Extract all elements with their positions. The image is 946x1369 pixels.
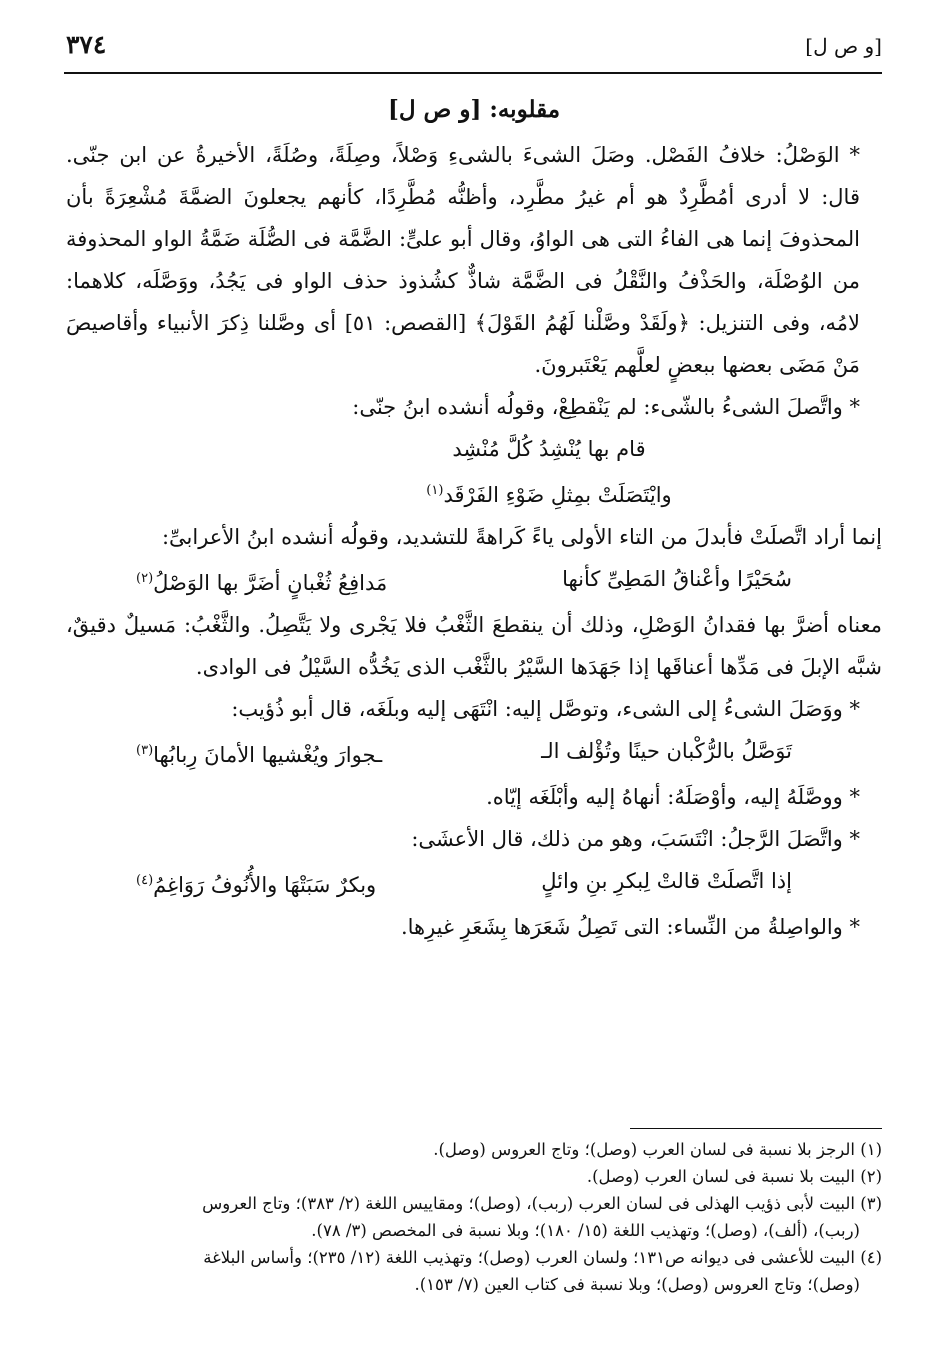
paragraph-wassalahu: * ووصَّلَهُ إليه، وأوْصَلَهُ: أنهاهُ إليه وأبْلَغَه إيّاه. <box>486 785 860 809</box>
hemistich-second <box>136 860 376 906</box>
footnote-marker-4: (٤) <box>136 873 154 888</box>
paragraph-wasl: * الوَصْلُ: خلافُ الفَصْل. وصَلَ الشىءَ بالشىءِ وَصْلاً، وصِلَةً، وصُلَةً، الأخيرةُ عن ابن جنّى. قال: لا أدرى أمُطَّرِدٌ هو أم غيرُ مطَّرِد، وأظنُّه مُطَّرِدًا، كأنهم يجعلونَ الضمَّةَ مُشْعِرَةً بأن المحذوفَ إنما هى الفاءُ التى هى الواوُ، وقال أبو علىٍّ: الضَّمَّة فى الصُّلَة ضَمَّةُ الواو المحذوفة من الوُصْلَة، والحَذْفُ والنَّقْلُ فى الضَّمَّة شاذٌّ كشُذوذ حذف الواو فى يَجُدُ، ووَصَّلَه، كلاهما: لامُه، وفى التنزيل: ﴿ولَقَدْ وصَّلْنا لَهُمُ القَوْلَ﴾ [القصص: ٥١] أى وصَّلنا ذِكرَ الأنبياء وأقاصيصَ مَنْ مَضَى بعضها ببعضٍ لعلَّهم يَعْتَبرونَ. <box>66 143 860 377</box>
paragraph-wasala-ila: * ووَصَلَ الشىءُ إلى الشىء، وتوصَّل إليه: انْتَهَى إليه وبلَغَه، قال أبو ذُؤيب: <box>231 697 860 721</box>
footnote-marker-2: (٢) <box>136 571 154 586</box>
running-header-root: [و ص ل] <box>805 34 882 58</box>
hemistich-first: سُحَيْرًا وأعْناقُ المَطِىِّ كأنها <box>562 567 792 591</box>
hemistich-second-text: ـجوارَ ويُغْشيها الأمانَ رِبابُها <box>153 743 383 767</box>
rajaz-line-1: قام بها يُنْشِدُ كُلَّ مُنْشِد <box>452 437 646 461</box>
footnote-4: (٤) البيت للأعشى فى ديوانه ص١٣١؛ ولسان العرب (وصل)؛ وتهذيب اللغة (١٢/ ٢٣٥)؛ وأساس البلاغة <box>203 1248 882 1267</box>
main-text <box>66 86 882 948</box>
rajaz-line-2-text: وايْتَصَلَتْ بمِثلِ ضَوْءِ الفَرْقَد <box>443 483 672 507</box>
rajaz-line-2 <box>66 470 882 516</box>
paragraph-explanation-1: إنما أراد اتَّصلَتْ فأبدلَ من التاء الأولى ياءً كَراهةً للتشديد، وقولُه أنشده ابنُ الأعرابىِّ: <box>161 525 882 549</box>
footnote-4-continued: (وصل)؛ وتاج العروس (وصل)؛ وبلا نسبة فى كتاب العين (٧/ ١٥٣). <box>414 1275 860 1294</box>
footnote-marker-1: (١) <box>426 483 444 498</box>
hemistich-second <box>136 558 387 604</box>
verse-ibn-arabi <box>136 558 792 604</box>
hemistich-first: تَوَصَّلُ بالرُّكْبان حينًا وتُؤْلف الـ <box>541 739 792 763</box>
verse-aasha <box>136 860 792 906</box>
paragraph-thaghb: معناه أضرَّ بها فقدانُ الوَصْلِ، وذلك أن ينقطعَ الثَّغْبُ فلا يَجْرى ولا يَتَّصِلُ. والثَّغْبُ: مَسيلٌ دقيقٌ، شبَّه الإبلَ فى مَدِّها أعناقَها إذا جَهَدَها السَّيْرُ بالثَّغْب الذى يَخُدُّه السَّيْلُ فى الوادى. <box>66 613 882 679</box>
footnotes <box>66 1136 882 1298</box>
section-heading: مقلوبه: [و ص ل] <box>387 96 561 123</box>
paragraph-wasila: * والواصِلةُ من النِّساء: التى تَصِلُ شَعَرَها بِشَعَرِ غيرِها. <box>400 915 860 939</box>
paragraph-ittasala: * واتَّصلَ الشىءُ بالشّىء: لم يَنْقطِعْ، وقولُه أنشده ابنُ جنّى: <box>352 395 860 419</box>
hemistich-second <box>136 730 382 776</box>
footnote-2: (٢) البيت بلا نسبة فى لسان العرب (وصل). <box>586 1167 882 1186</box>
paragraph-ittasala-rajul: * واتَّصَلَ الرَّجلُ: انْتَسَبَ، وهو من ذلك، قال الأعشَى: <box>411 827 860 851</box>
footnote-1: (١) الرجز بلا نسبة فى لسان العرب (وصل)؛ وتاج العروس (وصل). <box>433 1140 882 1159</box>
hemistich-second-text: مَدافِعُ ثُغْبانٍ أضَرَّ بها الوَصْلُ <box>153 571 388 595</box>
header-rule <box>64 72 882 74</box>
verse-abu-dhuayb <box>136 730 792 776</box>
footnote-3-continued: (ربب)، (ألف)، (وصل)؛ وتهذيب اللغة (١٥/ ١٨٠)؛ وبلا نسبة فى المخصص (٣/ ٧٨). <box>311 1221 860 1240</box>
footnote-marker-3: (٣) <box>136 743 154 758</box>
hemistich-first: إذا اتَّصلَتْ قالتْ لِبكرِ بنِ وائلٍ <box>541 869 792 893</box>
footnote-rule <box>630 1128 882 1129</box>
hemistich-second-text: وبكرٌ سَبَتْهَا والأُنُوفُ رَوَاغِمُ <box>153 873 377 897</box>
footnote-3: (٣) البيت لأبى ذؤيب الهذلى فى لسان العرب (ربب)، (وصل)؛ ومقاييس اللغة (٢/ ٣٨٣)؛ وتاج العروس <box>202 1194 882 1213</box>
page-number: ٣٧٤ <box>66 30 107 59</box>
